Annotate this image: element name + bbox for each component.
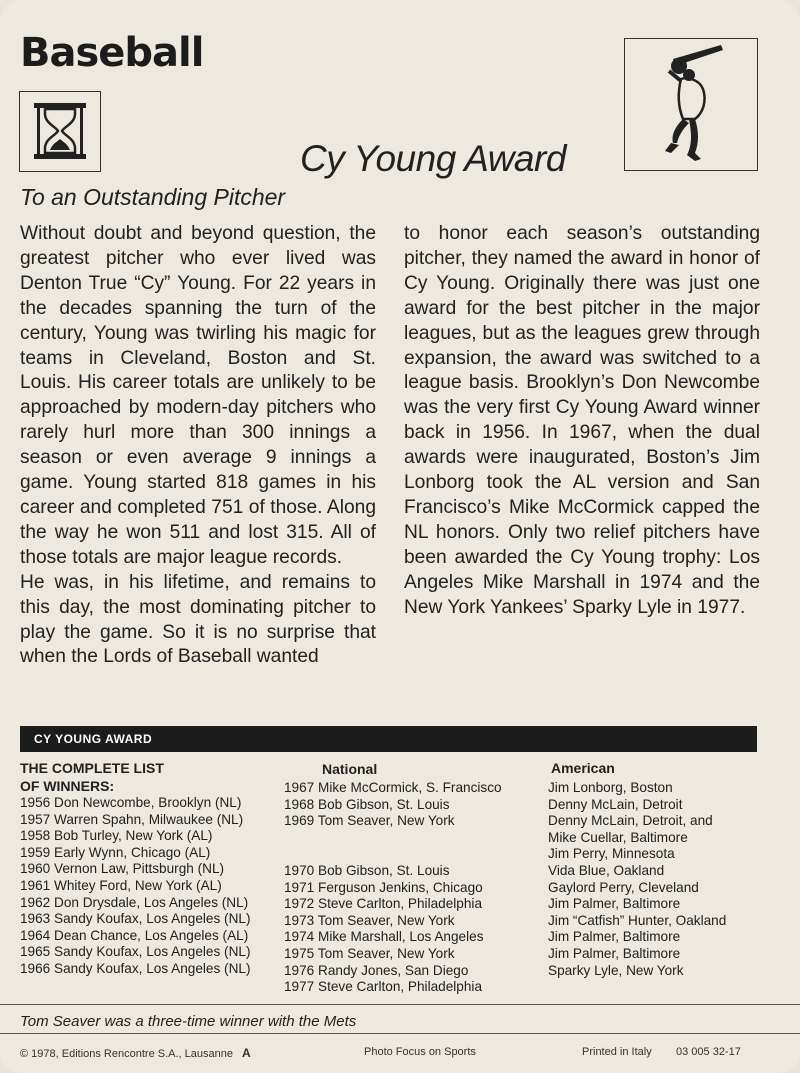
hourglass-icon [20, 92, 100, 171]
winner-entry: Jim Perry, Minnesota [548, 846, 675, 862]
card-code: 03 005 32-17 [676, 1046, 741, 1058]
winner-entry: Jim Lonborg, Boston [548, 780, 673, 795]
brand-title: Baseball [20, 30, 204, 76]
winner-entry: Gaylord Perry, Cleveland [548, 879, 699, 895]
national-heading: National [322, 761, 378, 777]
player-box [624, 38, 758, 171]
winner-entry: 1963 Sandy Koufax, Los Angeles (NL) [20, 911, 251, 927]
copyright [20, 1046, 251, 1060]
american-winners-list [548, 780, 726, 979]
winner-entry: 1967 Mike McCormick, S. Francisco [284, 780, 502, 795]
article-paragraph: Without doubt and beyond question, the greatest pitcher who ever lived was Denton True “Cy” Young. For 22 years in the decades spanning the turn of the century, Young was twirling his magic for teams in Cleveland, Boston and St. Louis. His career totals are unlikely to be approached by modern-day pitchers who rarely hurl more than 300 innings a season or even average 9 innings a game. Young started 818 games in his career and completed 751 of those. Along the way he won 511 and lost 315. All of those totals are major league records. [20, 223, 376, 568]
divider [0, 1004, 800, 1005]
combined-winners-list [20, 795, 251, 978]
article-paragraph: to honor each season’s outstanding pitcher, they named the award in honor of Cy Young. Originally there was just one award for the best pitcher in the major leagues, but as the leagues grew through expansion, the award was switched to a league basis. Brooklyn’s Don Newcombe was the very first Cy Young Award winner back in 1956. In 1967, when the dual awards were inaugurated, Boston’s Jim Lonborg took the AL version and San Francisco’s Mike McCormick capped the NL honors. Only two relief pitchers have been awarded the Cy Young trophy: Los Angeles Mike Marshall in 1974 and the New York Yankees’ Sparky Lyle in 1977. [404, 223, 760, 618]
series-letter: A [242, 1046, 251, 1060]
winner-entry: 1964 Dean Chance, Los Angeles (AL) [20, 927, 249, 943]
winner-entry: 1968 Bob Gibson, St. Louis [284, 796, 450, 812]
article-paragraph: He was, in his lifetime, and remains to this day, the most dominating pitcher to play the game. So it is no surprise that when the Lords of Baseball wanted [20, 571, 376, 668]
winner-entry: 1956 Don Newcombe, Brooklyn (NL) [20, 795, 242, 810]
winner-entry: 1969 Tom Seaver, New York [284, 813, 455, 829]
winner-entry: 1977 Steve Carlton, Philadelphia [284, 979, 482, 995]
winner-entry: Denny McLain, Detroit [548, 796, 683, 812]
winner-entry: 1972 Steve Carlton, Philadelphia [284, 896, 482, 912]
winner-entry: 1974 Mike Marshall, Los Angeles [284, 929, 484, 945]
winner-entry: Jim Palmer, Baltimore [548, 945, 681, 961]
winner-entry: Jim “Catfish” Hunter, Oakland [548, 912, 727, 928]
winner-entry: 1966 Sandy Koufax, Los Angeles (NL) [20, 960, 251, 976]
winner-entry: Jim Palmer, Baltimore [548, 929, 681, 945]
photo-credit: Photo Focus on Sports [364, 1046, 476, 1058]
article-subtitle: To an Outstanding Pitcher [20, 184, 286, 210]
section-bar [20, 726, 757, 752]
american-heading: American [551, 760, 615, 776]
category-box [19, 91, 101, 172]
winner-entry: 1961 Whitey Ford, New York (AL) [20, 877, 222, 893]
winner-entry: 1962 Don Drysdale, Los Angeles (NL) [20, 894, 249, 910]
winner-entry: Vida Blue, Oakland [548, 862, 665, 878]
copyright-text: © 1978, Editions Rencontre S.A., Lausanne [20, 1048, 233, 1060]
winner-entry: 1965 Sandy Koufax, Los Angeles (NL) [20, 944, 251, 960]
article-left-column [20, 222, 376, 670]
list-heading: THE COMPLETE LIST [20, 760, 164, 776]
winner-entry: 1970 Bob Gibson, St. Louis [284, 862, 450, 878]
winner-entry: 1958 Bob Turley, New York (AL) [20, 828, 213, 844]
batter-icon [625, 39, 757, 170]
printed-in: Printed in Italy [582, 1046, 652, 1058]
winner-entry: Denny McLain, Detroit, and [548, 813, 713, 829]
list-heading: OF WINNERS: [20, 778, 115, 794]
article-right-column [404, 222, 760, 621]
award-title: Cy Young Award [300, 138, 566, 179]
winner-entry: 1971 Ferguson Jenkins, Chicago [284, 879, 483, 895]
winner-entry: 1959 Early Wynn, Chicago (AL) [20, 844, 211, 860]
winner-entry [284, 846, 502, 863]
divider [0, 1033, 800, 1034]
winner-entry: 1957 Warren Spahn, Milwaukee (NL) [20, 811, 244, 827]
winner-entry: Mike Cuellar, Baltimore [548, 829, 688, 845]
winner-entry: Sparky Lyle, New York [548, 962, 684, 978]
winner-entry: 1975 Tom Seaver, New York [284, 945, 455, 961]
national-winners-list [284, 780, 502, 996]
winner-entry [284, 830, 502, 847]
winner-entry: 1976 Randy Jones, San Diego [284, 962, 469, 978]
winner-entry: 1973 Tom Seaver, New York [284, 912, 455, 928]
section-bar-label: CY YOUNG AWARD [34, 732, 153, 746]
photo-caption: Tom Seaver was a three-time winner with the Mets [20, 1013, 357, 1030]
winner-entry: 1960 Vernon Law, Pittsburgh (NL) [20, 861, 225, 877]
winner-entry: Jim Palmer, Baltimore [548, 896, 681, 912]
